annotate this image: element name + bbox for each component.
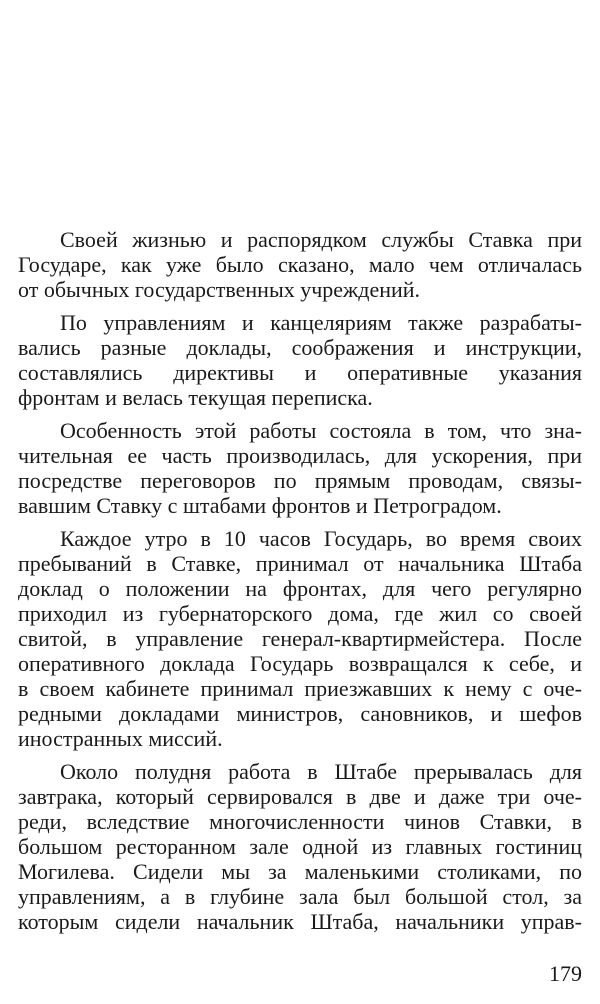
text-line: составлялись директивы и оперативные указания	[18, 360, 582, 385]
text-line: оперативного доклада Государь возвращался к себе, и	[18, 651, 582, 676]
paragraph	[18, 418, 582, 518]
text-line: вавшим Ставку с штабами фронтов и Петроградом.	[18, 493, 502, 518]
text-line: которым сидели начальник Штаба, начальники управ-	[18, 909, 582, 934]
text-line: реди, вследствие многочисленности чинов Ставки, в	[18, 809, 582, 834]
text-line: иностранных миссий.	[18, 726, 223, 751]
paragraph	[18, 227, 582, 302]
text-line: фронтам и велась текущая переписка.	[18, 385, 373, 410]
text-line: посредстве переговоров по прямым проводам, связы-	[18, 468, 582, 493]
paragraph	[18, 526, 582, 751]
text-line: вались разные доклады, соображения и инструкции,	[18, 335, 582, 360]
text-line: в своем кабинете принимал приезжавших к нему с оче-	[18, 676, 582, 701]
text-line: свитой, в управление генерал-квартирмейстера. После	[18, 626, 582, 651]
text-line: управлениям, а в глубине зала был большой стол, за	[18, 884, 582, 909]
text-line: Могилева. Сидели мы за маленькими столиками, по	[18, 859, 582, 884]
paragraph	[18, 759, 582, 934]
text-line: доклад о положении на фронтах, для чего регулярно	[18, 576, 582, 601]
text-line: чительная ее часть производилась, для ускорения, при	[18, 443, 582, 468]
text-line: По управлениям и канцеляриям также разрабаты-	[60, 310, 582, 335]
text-line: Государе, как уже было сказано, мало чем отличалась	[18, 252, 582, 277]
text-line: Своей жизнью и распорядком службы Ставка при	[60, 227, 582, 252]
text-line: приходил из губернаторского дома, где жил со своей	[18, 601, 582, 626]
paragraph	[18, 310, 582, 410]
text-line: редными докладами министров, сановников, и шефов	[18, 701, 582, 726]
text-line: Особенность этой работы состояла в том, что зна-	[60, 418, 582, 443]
text-line: Каждое утро в 10 часов Государь, во время своих	[60, 526, 582, 551]
text-line: большом ресторанном зале одной из главных гостиниц	[18, 834, 582, 859]
text-line: завтрака, который сервировался в две и даже три оче-	[18, 784, 582, 809]
text-line: от обычных государственных учреждений.	[18, 277, 421, 302]
text-line: Около полудня работа в Штабе прерывалась для	[60, 759, 582, 784]
page-body	[18, 227, 582, 942]
text-line: пребываний в Ставке, принимал от начальника Штаба	[18, 551, 582, 576]
page-number: 179	[549, 961, 582, 986]
